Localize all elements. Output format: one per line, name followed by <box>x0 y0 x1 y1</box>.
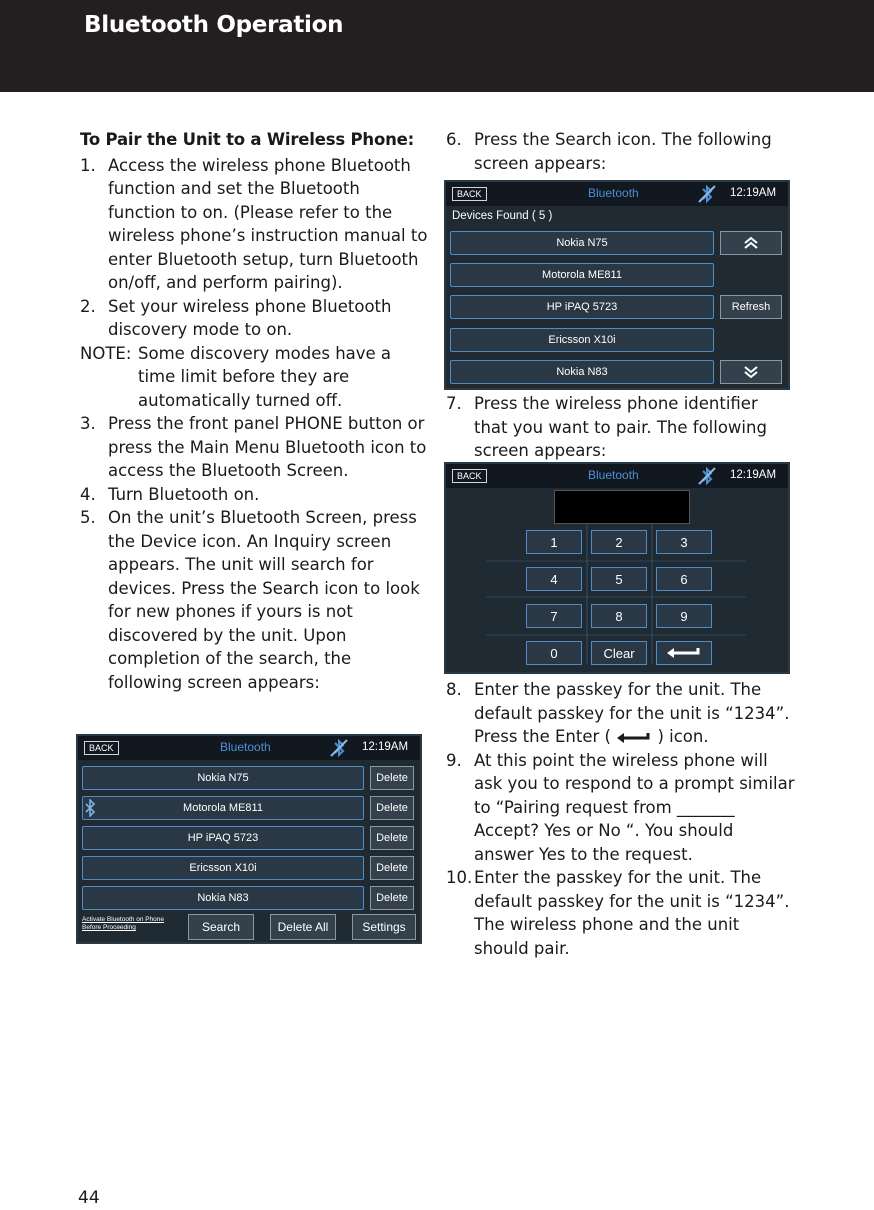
passkey-display <box>554 490 690 524</box>
key-8[interactable]: 8 <box>591 604 647 628</box>
bluetooth-paired-icon <box>84 799 96 817</box>
key-5[interactable]: 5 <box>591 567 647 591</box>
device-row[interactable]: Nokia N83 <box>82 886 364 910</box>
step-text: Turn Bluetooth on. <box>108 484 260 504</box>
device-list-screen <box>76 734 422 944</box>
page-number: 44 <box>78 1188 100 1208</box>
section-heading: To Pair the Unit to a Wireless Phone: <box>80 130 415 149</box>
back-button[interactable]: BACK <box>452 187 487 201</box>
clock: 12:19AM <box>362 741 409 753</box>
screen-title: Bluetooth <box>220 740 271 754</box>
device-row[interactable]: HP iPAQ 5723 <box>82 826 364 850</box>
key-9[interactable]: 9 <box>656 604 712 628</box>
note-label: NOTE: <box>80 343 132 363</box>
screen-title: Bluetooth <box>588 186 639 200</box>
devices-found-screen <box>444 180 790 390</box>
devices-found-label: Devices Found ( 5 ) <box>452 210 553 222</box>
key-7[interactable]: 7 <box>526 604 582 628</box>
page-title: Bluetooth Operation <box>84 12 344 38</box>
delete-button[interactable]: Delete <box>370 856 414 880</box>
device-row[interactable]: Nokia N75 <box>450 231 714 255</box>
device-row[interactable]: Motorola ME811 <box>450 263 714 287</box>
step-text: Press the wireless phone identifier that you want to pair. The following screen appears: <box>474 394 767 460</box>
step-5 <box>80 506 430 694</box>
double-chevron-down-icon <box>743 365 759 379</box>
delete-button[interactable]: Delete <box>370 886 414 910</box>
clock: 12:19AM <box>730 187 777 199</box>
back-button[interactable]: BACK <box>452 469 487 483</box>
step-number: 1. <box>80 155 96 175</box>
step-6 <box>446 128 796 175</box>
activate-hint: Activate Bluetooth on Phone Before Proceeding <box>82 916 165 931</box>
step-number: 7. <box>446 394 462 413</box>
step-10 <box>446 866 796 960</box>
device-row[interactable]: Ericsson X10i <box>450 328 714 352</box>
settings-button[interactable]: Settings <box>352 914 416 940</box>
key-2[interactable]: 2 <box>591 530 647 554</box>
step-text: Access the wireless phone Bluetooth function and set the Bluetooth function to on. (Please refer to the wireless phone’s instruction manual to enter Bluetooth setup, turn Bluetooth on/off, and perform pairing). <box>108 155 428 292</box>
key-0[interactable]: 0 <box>526 641 582 665</box>
key-6[interactable]: 6 <box>656 567 712 591</box>
device-row[interactable]: Nokia N83 <box>450 360 714 384</box>
step-2 <box>80 295 430 342</box>
delete-button[interactable]: Delete <box>370 796 414 820</box>
step-7 <box>446 392 796 463</box>
note <box>80 342 430 413</box>
step-text: Press the front panel PHONE button or press the Main Menu Bluetooth icon to access the Bluetooth Screen. <box>108 414 427 480</box>
key-3[interactable]: 3 <box>656 530 712 554</box>
step-number: 4. <box>80 484 96 504</box>
clear-button[interactable]: Clear <box>591 641 647 665</box>
step-number: 10. <box>446 868 473 887</box>
scroll-up-button[interactable] <box>720 231 782 255</box>
page-header <box>0 0 874 92</box>
step-number: 3. <box>80 414 96 433</box>
right-steps-lower <box>446 678 796 960</box>
device-row[interactable]: Motorola ME811 <box>82 796 364 820</box>
note-text: Some discovery modes have a time limit before they are automatically turned off. <box>138 343 392 410</box>
step-9 <box>446 749 796 867</box>
step-text: On the unit’s Bluetooth Screen, press the Device icon. An Inquiry screen appears. The unit will search for devices. Press the Search icon to look for new phones if yours is not discovered by the unit. Upon completion of the search, the following screen appears: <box>108 508 420 692</box>
step-text: Enter the passkey for the unit. The default passkey for the unit is “1234”. Press the Enter ( <box>474 680 790 746</box>
step-text: Enter the passkey for the unit. The default passkey for the unit is “1234”. The wireless phone and the unit should pair. <box>474 868 790 958</box>
step-number: 9. <box>446 750 462 770</box>
step-number: 5. <box>80 508 96 527</box>
step-number: 2. <box>80 296 96 316</box>
delete-button[interactable]: Delete <box>370 766 414 790</box>
delete-button[interactable]: Delete <box>370 826 414 850</box>
screen-topbar <box>446 182 788 206</box>
step-text: ) icon. <box>657 727 709 746</box>
device-row[interactable]: HP iPAQ 5723 <box>450 295 714 319</box>
step-number: 6. <box>446 130 462 149</box>
bluetooth-status-icon <box>328 737 350 759</box>
refresh-button[interactable]: Refresh <box>720 295 782 319</box>
key-1[interactable]: 1 <box>526 530 582 554</box>
enter-button[interactable] <box>656 641 712 665</box>
step-text: Set your wireless phone Bluetooth discovery mode to on. <box>108 296 392 339</box>
left-column <box>80 128 430 694</box>
delete-all-button[interactable]: Delete All <box>270 914 336 940</box>
search-button[interactable]: Search <box>188 914 254 940</box>
device-row[interactable]: Ericsson X10i <box>82 856 364 880</box>
key-4[interactable]: 4 <box>526 567 582 591</box>
back-button[interactable]: BACK <box>84 741 119 755</box>
double-chevron-up-icon <box>743 236 759 250</box>
step-3 <box>80 412 430 483</box>
screen-title: Bluetooth <box>588 468 639 482</box>
step-4 <box>80 483 430 507</box>
scroll-down-button[interactable] <box>720 360 782 384</box>
enter-icon <box>666 647 702 659</box>
bluetooth-status-icon <box>696 183 718 205</box>
clock: 12:19AM <box>730 469 777 481</box>
step-number: 8. <box>446 680 462 699</box>
step-1 <box>80 154 430 295</box>
device-row[interactable]: Nokia N75 <box>82 766 364 790</box>
enter-icon <box>616 732 652 744</box>
step-8 <box>446 678 796 749</box>
screen-topbar <box>78 736 420 760</box>
step-text: At this point the wireless phone will ask you to respond to a prompt similar to “Pairing request from _______ Accept? Yes or No “. You should answer Yes to the request. <box>474 750 795 864</box>
step-text: Press the Search icon. The following screen appears: <box>474 130 772 173</box>
passkey-screen <box>444 462 790 674</box>
